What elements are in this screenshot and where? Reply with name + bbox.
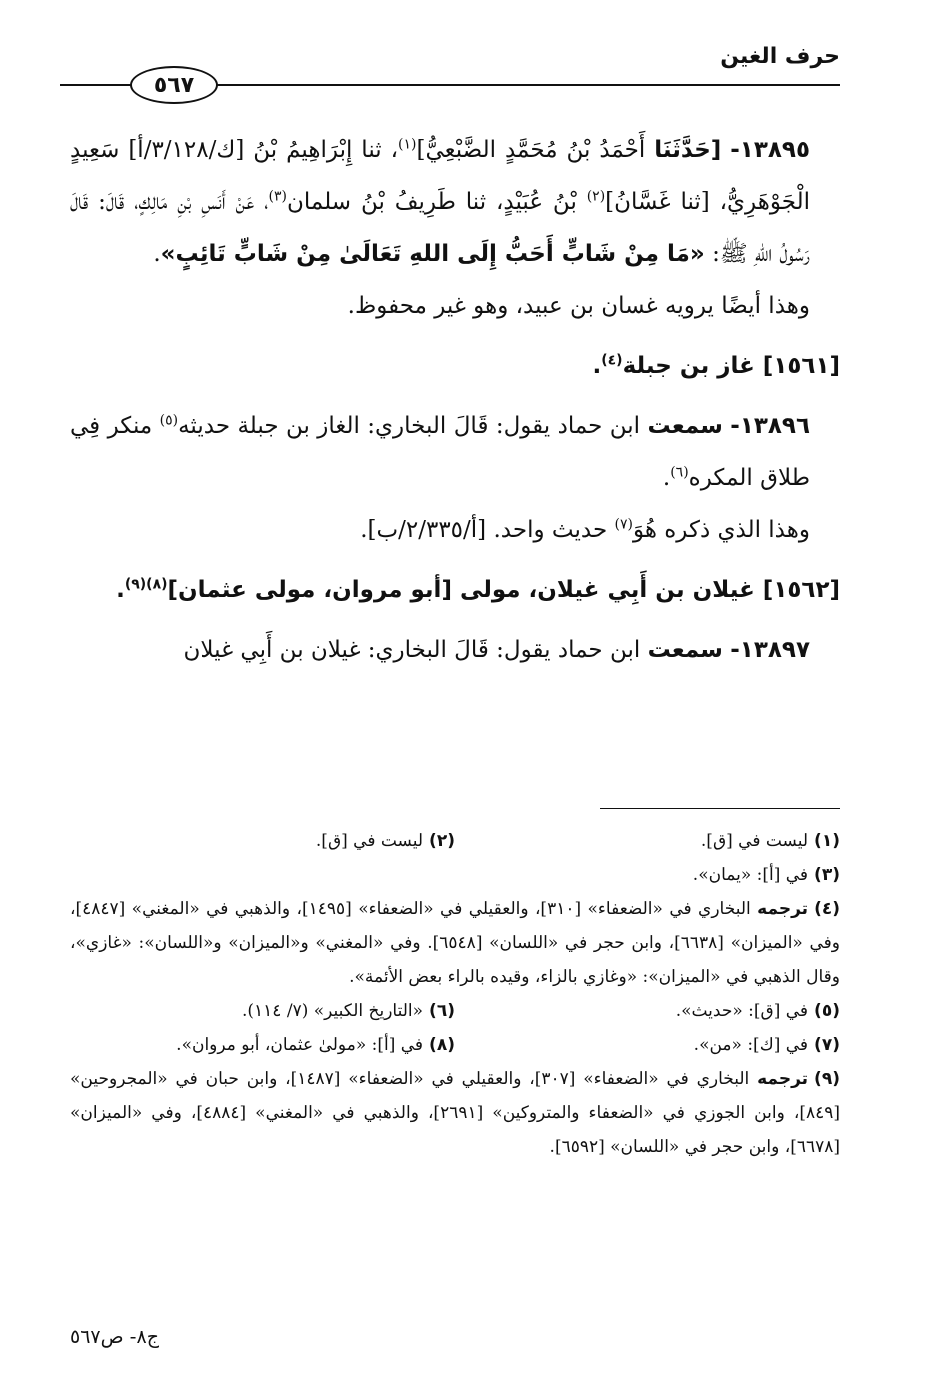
footnote-7: (٧)في [ك]: «من».: [693, 1035, 840, 1055]
hadith-text: بْنُ عُبَيْدٍ، ثنا طَرِيفُ بْنُ سلمان: [287, 189, 587, 215]
page-number: ٥٦٧: [153, 72, 195, 98]
hadith-text: ، ثنا إِبْرَاهِيمُ بْنُ [ك/٣/١٢٨/أ] سَعِيدٍ الْجَوْهَرِيُّ، [ثنا غَسَّانُ]: [70, 137, 810, 215]
footnote-row: [70, 824, 840, 858]
footnote-ref[interactable]: (١): [398, 136, 417, 153]
footnote-2: (٢)ليست في [ق].: [315, 831, 455, 851]
chapter-title: حرف الغين: [720, 44, 840, 69]
commentary-text: وهذا الذي ذكره هُوَ: [632, 517, 810, 543]
footnote-6: (٦)«التاريخ الكبير» (٧/ ١١٤).: [242, 1001, 455, 1021]
entry-title: [١٥٦٢] غيلان بن أَبِي غيلان، مولى [أبو مروان، مولى عثمان]: [167, 577, 840, 603]
hadith-text: أَحْمَدُ بْنُ مُحَمَّدٍ الضَّبْعِيُّ]: [416, 137, 646, 163]
punctuation: .: [116, 577, 125, 603]
footnote-ref[interactable]: (٥): [159, 412, 179, 429]
footnote-row: [70, 994, 840, 1028]
footnotes: [70, 824, 840, 1164]
footnote-3: (٣)في [أ]: «يمان».: [692, 865, 840, 885]
footnote-ref[interactable]: (٢): [586, 188, 606, 205]
hadith-13895: [70, 124, 840, 280]
hadith-number: ١٣٨٩٥-: [730, 137, 810, 163]
punctuation: .: [153, 241, 161, 267]
entry-heading-1561: [70, 340, 840, 392]
hadith-text: ابن حماد يقول: قَالَ البخاري: غيلان بن أَبِي غيلان: [183, 637, 641, 663]
page-number-badge: [130, 66, 218, 104]
hadith-lead: سمعت: [647, 637, 723, 663]
footnote-5: (٥)في [ق]: «حديث».: [675, 1001, 840, 1021]
footnote-9: (٩)ترجمه البخاري في «الضعفاء» [٣٠٧]، والعقيلي في «الضعفاء» [١٤٨٧]، وابن حبان في «المجروحين» [٨٤٩]، وابن الجوزي في «الضعفاء والمتروكين» [٢٦٩١]، والذهبي في «المغني» [٤٨٨٤]، وفي «الميزان» [٦٦٧٨]، وابن حجر في «اللسان» [٦٥٩٢].: [70, 1069, 841, 1157]
footnote-row: [70, 1028, 840, 1062]
footnote-ref[interactable]: (٧): [614, 516, 633, 533]
hadith-13897: [70, 624, 840, 676]
hadith-text: منكر فِي طلاق المكره: [70, 413, 810, 491]
footnote-ref[interactable]: (٦): [670, 464, 689, 481]
hadith-number: ١٣٨٩٧-: [730, 637, 810, 663]
hadith-lead: [حَدَّثَنَا: [654, 137, 722, 163]
hadith-text: ابن حماد يقول: قَالَ البخاري: الغاز بن جبلة حديثه: [178, 413, 641, 439]
footnote-ref[interactable]: (٣): [268, 188, 287, 205]
volume-page-footer: ج٨- ص٥٦٧: [70, 1326, 159, 1348]
commentary-text: وهذا أيضًا يرويه غسان بن عبيد، وهو غير محفوظ.: [347, 293, 810, 319]
entry-title: [١٥٦١] غاز بن جبلة: [622, 353, 840, 379]
commentary-text: حديث واحد. [أ/٢/٣٣٥/ب].: [360, 517, 615, 543]
main-text: [70, 124, 840, 676]
punctuation: .: [662, 465, 671, 491]
hadith-text: ، عَنْ أَنَسِ بْنِ مَالِكٍ، قَالَ: قَالَ رَسُولُ اللهِ ﷺ:: [70, 189, 810, 267]
hadith-quote: «مَا مِنْ شَابٍّ أَحَبُّ إِلَى اللهِ تَعَالَىٰ مِنْ شَابٍّ تَائِبٍ»: [160, 241, 705, 267]
footnote-8: (٨)في [أ]: «مولىٰ عثمان، أبو مروان».: [176, 1035, 455, 1055]
footnote-separator: [600, 808, 840, 809]
page-header: [60, 38, 840, 108]
punctuation: .: [592, 353, 602, 379]
entry-heading-1562: [70, 564, 840, 616]
hadith-lead: سمعت: [647, 413, 723, 439]
commentary: [70, 504, 840, 556]
hadith-number: ١٣٨٩٦-: [730, 413, 811, 439]
footnote-4: (٤)ترجمه البخاري في «الضعفاء» [٣١٠]، والعقيلي في «الضعفاء» [١٤٩٥]، والذهبي في «المغني» [٤٨٤٧]، وفي «الميزان» [٦٦٣٨]، وابن حجر في «اللسان» [٦٥٤٨]. وفي «المغني» و«الميزان» و«اللسان»: «غازي»، وقال الذهبي في «الميزان»: «وغازي بالزاء، وقيده بالراء بعض الأئمة».: [70, 899, 841, 987]
footnote-ref[interactable]: (٤): [601, 352, 623, 369]
footnote-ref[interactable]: (٨)(٩): [124, 576, 168, 593]
commentary: [70, 280, 840, 332]
hadith-13896: [70, 400, 840, 504]
footnote-1: (١)ليست في [ق].: [700, 831, 840, 851]
